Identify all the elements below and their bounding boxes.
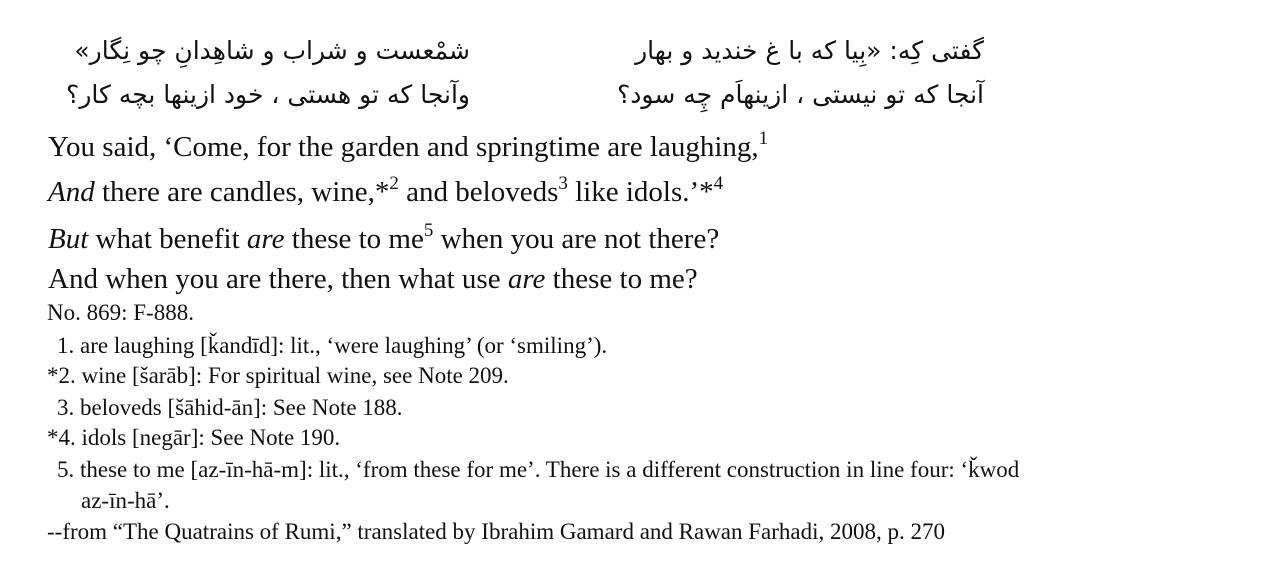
footnote-5-continuation: az-īn-hā’.: [81, 488, 170, 513]
translation-line-4: [48, 262, 698, 296]
footnote-marker: 1: [758, 128, 769, 149]
italic-word: are: [507, 263, 546, 295]
citation: --from “The Quatrains of Rumi,” translated by Ibrahim Gamard and Rawan Farhadi, 2008, p. 270: [47, 519, 946, 544]
footnote-2: *2. wine [šarāb]: For spiritual wine, see Note 209.: [47, 363, 509, 388]
italic-word: And: [48, 176, 95, 208]
source-number: No. 869: F-888.: [47, 300, 194, 325]
footnote-marker: 3: [558, 173, 568, 194]
persian-verse-line-1: [0, 36, 1264, 76]
verse-text: You said, ‘Come, for the garden and springtime are laughing,: [48, 131, 759, 163]
translation-line-1: [48, 130, 768, 164]
footnote-4: *4. idols [negār]: See Note 190.: [47, 425, 341, 450]
persian-hemistich: گفتی کِه: «بِیا که با غ خندید و بهار: [635, 36, 984, 65]
footnote-marker: 2: [389, 173, 399, 194]
verse-text: and beloveds: [398, 176, 559, 208]
footnote-marker: 5: [423, 220, 434, 241]
verse-text: And when you are there, then what use: [48, 263, 508, 295]
verse-text: like idols.’*: [567, 176, 714, 208]
translation-line-3: [48, 222, 719, 256]
verse-text: these to me: [284, 223, 424, 255]
footnote-marker: 4: [713, 173, 724, 194]
persian-hemistich: شمْعست و شراب و شاهِدانِ چو نِگار»: [74, 36, 470, 65]
persian-verse-line-2: [0, 80, 1264, 120]
persian-hemistich: وآنجا که تو هستی ، خود ازینها بچه کار؟: [66, 80, 470, 109]
translation-line-2: [48, 175, 723, 209]
footnote-3: 3. beloveds [šāhid-ān]: See Note 188.: [57, 395, 403, 420]
footnote-5: 5. these to me [az-īn-hā-m]: lit., ‘from these for me’. There is a different construction in line four: ‘ǩwod: [57, 457, 1020, 482]
italic-word: But: [48, 223, 89, 255]
persian-hemistich: آنجا که تو نیستی ، ازینهاَم چِه سود؟: [617, 80, 984, 109]
verse-text: there are candles, wine,*: [94, 176, 390, 208]
footnote-1: 1. are laughing [ǩandīd]: lit., ‘were laughing’ (or ‘smiling’).: [57, 333, 608, 358]
verse-text: what benefit: [88, 223, 247, 255]
verse-text: these to me?: [545, 263, 698, 295]
verse-text: when you are not there?: [433, 223, 720, 255]
italic-word: are: [246, 223, 285, 255]
